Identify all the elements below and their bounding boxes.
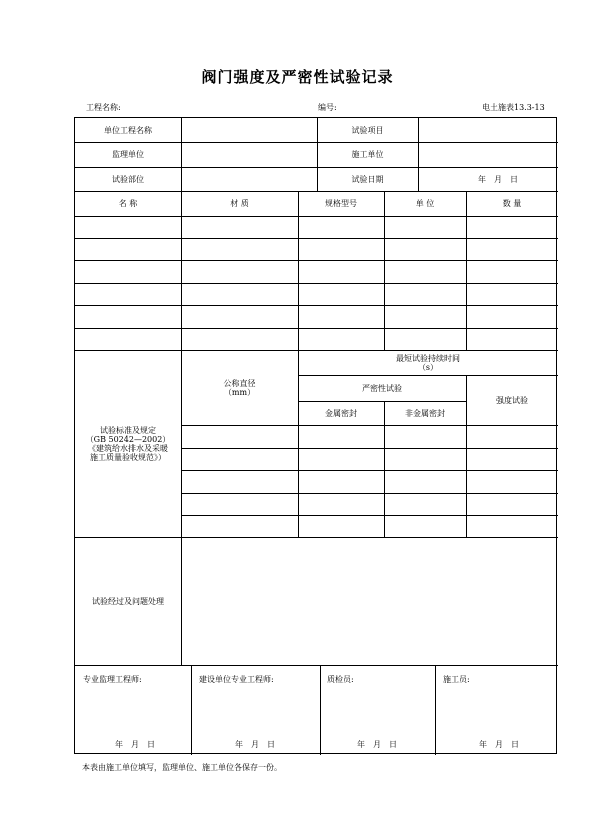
row-divider xyxy=(181,425,558,426)
test-item-label: 试验项目 xyxy=(351,125,384,135)
min-duration-header xyxy=(298,350,558,375)
standard-line: 施工质量验收规范》） xyxy=(90,452,166,462)
row-divider xyxy=(75,305,558,306)
test-location-value[interactable] xyxy=(181,167,317,191)
inspector-signature-label: 质检员: xyxy=(327,675,354,684)
construction-unit-label: 施工单位 xyxy=(351,150,384,159)
unit-project-value[interactable] xyxy=(181,118,317,142)
form-code: 电土施表13.3-13 xyxy=(482,103,545,112)
row-divider xyxy=(75,665,558,666)
test-standard-label xyxy=(75,350,181,537)
supervisor-signature-label: 专业监理工程师: xyxy=(83,675,142,684)
tightness-test-header: 严密性试验 xyxy=(362,383,402,393)
col-header-spec: 规格型号 xyxy=(325,199,357,208)
row-divider xyxy=(75,283,558,284)
test-date-value[interactable]: 年 月 日 xyxy=(478,174,518,184)
col-header-unit: 单 位 xyxy=(415,199,435,208)
builder-signature-date: 年 月 日 xyxy=(479,740,519,749)
col-header-material: 材 质 xyxy=(230,199,249,208)
row-divider xyxy=(75,260,558,261)
number-label: 编号: xyxy=(318,103,337,112)
owner-engineer-signature-date: 年 月 日 xyxy=(235,740,275,749)
col-divider xyxy=(435,665,436,755)
col-divider xyxy=(320,665,321,755)
supervision-unit-value[interactable] xyxy=(181,142,317,167)
footnote: 本表由施工单位填写，监理单位、施工单位各保存一份。 xyxy=(82,763,282,772)
test-process-label: 试验经过及问题处理 xyxy=(92,596,164,606)
row-divider xyxy=(75,238,558,239)
col-header-name: 名 称 xyxy=(118,199,138,208)
test-location-label: 试验部位 xyxy=(112,174,144,184)
min-duration-label: 最短试验持续时间 xyxy=(396,353,460,363)
supervision-unit-label: 监理单位 xyxy=(112,150,144,159)
record-form-table xyxy=(74,117,557,754)
inspector-signature-date: 年 月 日 xyxy=(357,740,397,749)
row-divider xyxy=(75,328,558,329)
nominal-diameter-header xyxy=(181,350,298,425)
test-process-value[interactable] xyxy=(181,537,558,665)
row-divider xyxy=(181,515,558,516)
unit-project-label: 单位工程名称 xyxy=(104,125,152,135)
strength-test-header: 强度试验 xyxy=(496,395,528,405)
row-divider xyxy=(181,493,558,494)
min-duration-unit: （s） xyxy=(417,362,439,372)
row-divider xyxy=(75,216,558,217)
col-header-quantity: 数 量 xyxy=(502,199,522,208)
project-name-label: 工程名称: xyxy=(86,103,121,112)
row-divider xyxy=(181,470,558,471)
standard-line: （GB 50242—2002） xyxy=(85,434,171,444)
row-divider xyxy=(181,448,558,449)
col-divider xyxy=(191,665,192,755)
standard-line: 试验标准及规定 xyxy=(100,425,156,435)
nominal-diameter-label: 公称直径 xyxy=(223,378,256,388)
metal-seal-header: 金属密封 xyxy=(325,408,357,418)
owner-engineer-signature-label: 建设单位专业工程师: xyxy=(199,675,274,684)
builder-signature-label: 施工员: xyxy=(443,675,470,684)
construction-unit-value[interactable] xyxy=(418,142,558,167)
standard-line: 《建筑给水排水及采暖 xyxy=(88,443,168,453)
nominal-diameter-unit: （mm） xyxy=(223,387,256,397)
nonmetal-seal-header: 非金属密封 xyxy=(405,408,445,418)
supervisor-signature-date: 年 月 日 xyxy=(115,740,155,749)
test-item-value[interactable] xyxy=(418,118,558,142)
page-title: 阀门强度及严密性试验记录 xyxy=(201,68,394,86)
test-date-label: 试验日期 xyxy=(351,174,384,184)
